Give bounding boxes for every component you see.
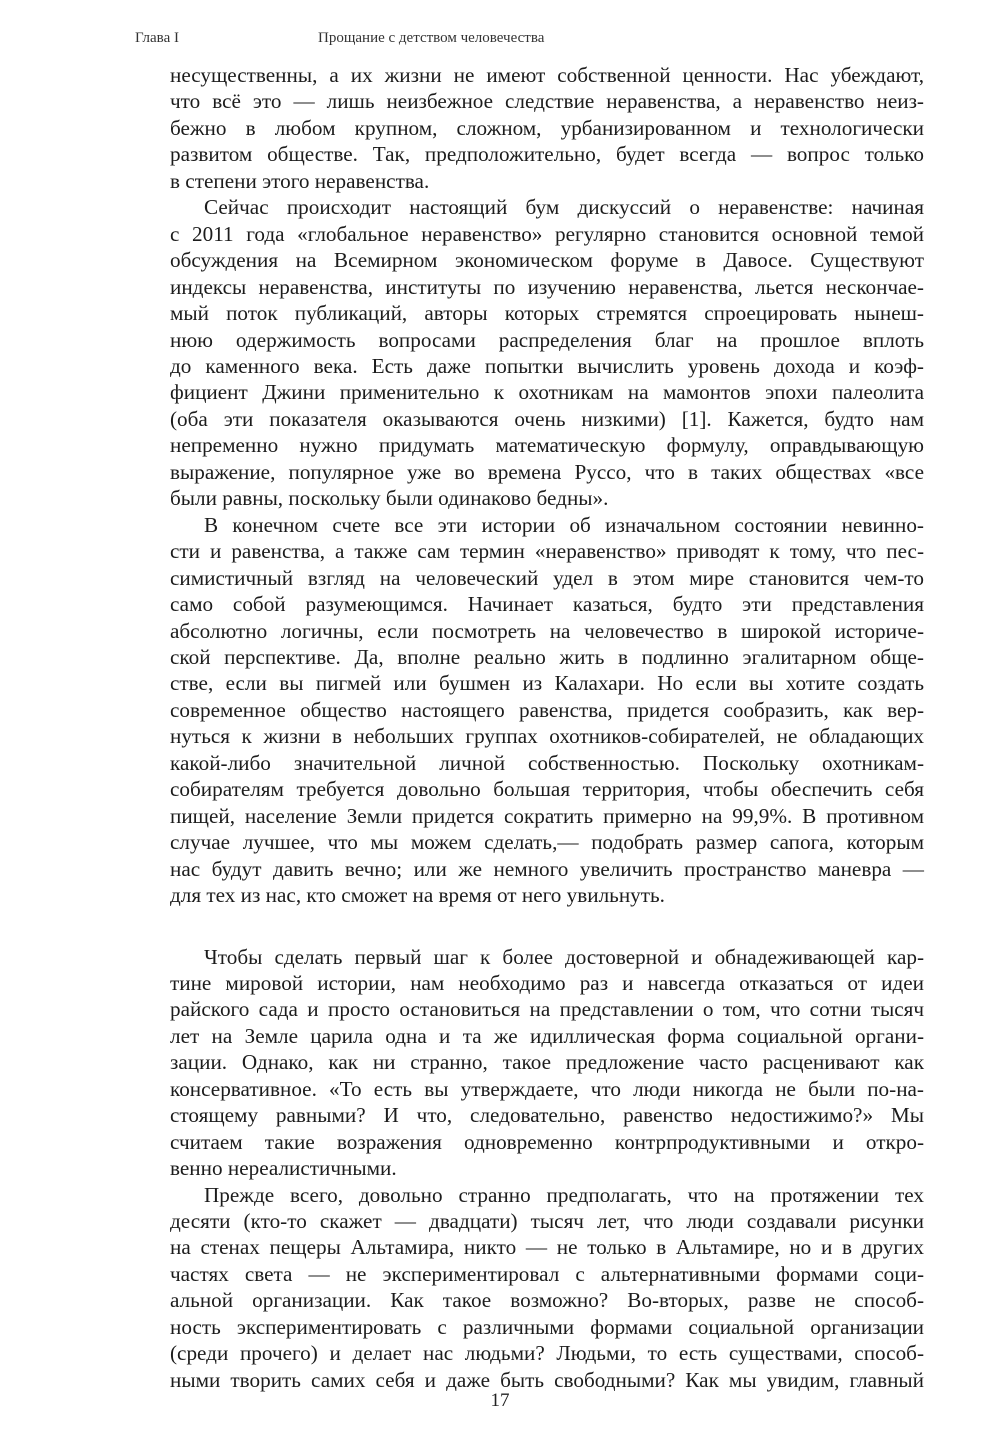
text-line: развитом обществе. Так, предположительно, будет всегда — вопрос только: [170, 142, 924, 167]
text-line: случае лучшее, что мы можем сделать,— подобрать размер сапога, которым: [170, 830, 924, 855]
text-line: десяти (кто-то скажет — двадцати) тысяч лет, что люди создавали рисунки: [170, 1209, 924, 1234]
text-line: обсуждения на Всемирном экономическом форуме в Давосе. Существуют: [170, 248, 924, 273]
text-line: ность экспериментировать с различными формами социальной организации: [170, 1314, 924, 1339]
text-line: индексы неравенства, институты по изучению неравенства, льется нескончае-: [170, 274, 924, 299]
text-line: до каменного века. Есть даже попытки вычислить уровень дохода и коэф-: [170, 353, 924, 378]
text-line: современное общество настоящего равенства, придется сообразить, как вер-: [170, 697, 924, 722]
text-line: нюю одержимость вопросами распределения благ на прошлое вплоть: [170, 327, 924, 352]
text-line: выражение, популярное уже во времена Руссо, что в таких обществах «все: [170, 459, 924, 484]
text-line: альной организации. Как такое возможно? Во-вторых, разве не способ-: [170, 1288, 924, 1313]
text-line: ской перспективе. Да, вполне реально жить в подлинно эгалитарном обще-: [170, 644, 924, 669]
text-line: считаем такие возражения одновременно контрпродуктивными и откро-: [170, 1129, 924, 1154]
text-line: нас будут давить вечно; или же немного увеличить пространство маневра —: [170, 856, 924, 881]
text-line: с 2011 года «глобальное неравенство» регулярно становится основной темой: [170, 221, 924, 246]
paragraph: [170, 62, 924, 194]
text-line: стве, если вы пигмей или бушмен из Калахари. Но если вы хотите создать: [170, 671, 924, 696]
text-line: консервативное. «То есть вы утверждаете, что люди никогда не были по-на-: [170, 1076, 924, 1101]
chapter-label: Глава I: [135, 30, 179, 46]
text-line: что всё это — лишь неизбежное следствие неравенства, а неравенство неиз-: [170, 89, 924, 114]
text-line: были равны, поскольку были одинаково бедны».: [170, 486, 609, 511]
text-line: какой-либо значительной личной собственностью. Поскольку охотникам-: [170, 750, 924, 775]
text-line: несущественны, а их жизни не имеют собственной ценности. Нас убеждают,: [170, 63, 924, 87]
text-line: нуться к жизни в небольших группах охотников-собирателей, не обладающих: [170, 724, 924, 749]
paragraph: [170, 512, 924, 909]
paragraph: [170, 944, 924, 1182]
text-line: ными творить самих себя и даже быть свободными? Как мы увидим, главный: [170, 1367, 924, 1392]
text-line: частях света — не экспериментировал с альтернативными формами соци-: [170, 1261, 924, 1286]
text-line: собирателям требуется довольно большая территория, чтобы обеспечить себя: [170, 777, 924, 802]
text-line: (среди прочего) и делает нас людьми? Людьми, то есть существами, способ-: [170, 1341, 924, 1366]
text-line: венно нереалистичными.: [170, 1156, 397, 1181]
text-line: В конечном счете все эти истории об изначальном состоянии невинно-: [204, 512, 924, 537]
text-line: пищей, население Земли придется сократить примерно на 99,9%. В противном: [170, 803, 924, 828]
text-line: мый поток публикаций, авторы которых стремятся спроецировать нынеш-: [170, 301, 924, 326]
text-line: Прежде всего, довольно странно предполагать, что на протяжении тех: [204, 1182, 924, 1207]
text-line: симистичный взгляд на человеческий удел в этом мире становится чем-то: [170, 565, 924, 590]
text-line: в степени этого неравенства.: [170, 168, 430, 193]
running-header: [135, 30, 925, 52]
text-line: абсолютно логичны, если посмотреть на человечество в широкой историче-: [170, 618, 924, 643]
text-line: тине мировой истории, нам необходимо раз и навсегда отказаться от идеи: [170, 970, 924, 995]
text-line: (оба эти показателя оказываются очень низкими) [1]. Кажется, будто нам: [170, 406, 924, 431]
text-line: на стенах пещеры Альтамира, никто — не только в Альтамире, но и в других: [170, 1235, 924, 1260]
text-line: непременно нужно придумать математическую формулу, оправдывающую: [170, 433, 924, 458]
text-line: само собой разумеющимся. Начинает казаться, будто эти представления: [170, 592, 924, 617]
body-text: [170, 62, 924, 1393]
text-line: стоящему равными? И что, следовательно, равенство недостижимо?» Мы: [170, 1103, 924, 1128]
paragraph: [170, 194, 924, 511]
section-break: [170, 909, 924, 944]
page-number: 17: [490, 1390, 510, 1411]
paragraph: [170, 1182, 924, 1394]
text-line: Чтобы сделать первый шаг к более достоверной и обнадеживающей кар-: [204, 944, 924, 969]
text-line: для тех из нас, кто сможет на время от него увильнуть.: [170, 883, 665, 908]
text-line: райского сада и просто остановиться на представлении о том, что сотни тысяч: [170, 997, 924, 1022]
text-line: зации. Однако, как ни странно, такое предложение часто расценивают как: [170, 1050, 924, 1075]
text-line: сти и равенства, а также сам термин «неравенство» приводят к тому, что пес-: [170, 539, 924, 564]
text-line: бежно в любом крупном, сложном, урбанизированном и технологически: [170, 115, 924, 140]
chapter-title: Прощание с детством человечества: [318, 30, 545, 46]
text-line: Сейчас происходит настоящий бум дискуссий о неравенстве: начиная: [204, 195, 924, 220]
text-line: фициент Джини применительно к охотникам на мамонтов эпохи палеолита: [170, 380, 924, 405]
text-line: лет на Земле царила одна и та же идиллическая форма социальной органи-: [170, 1023, 924, 1048]
